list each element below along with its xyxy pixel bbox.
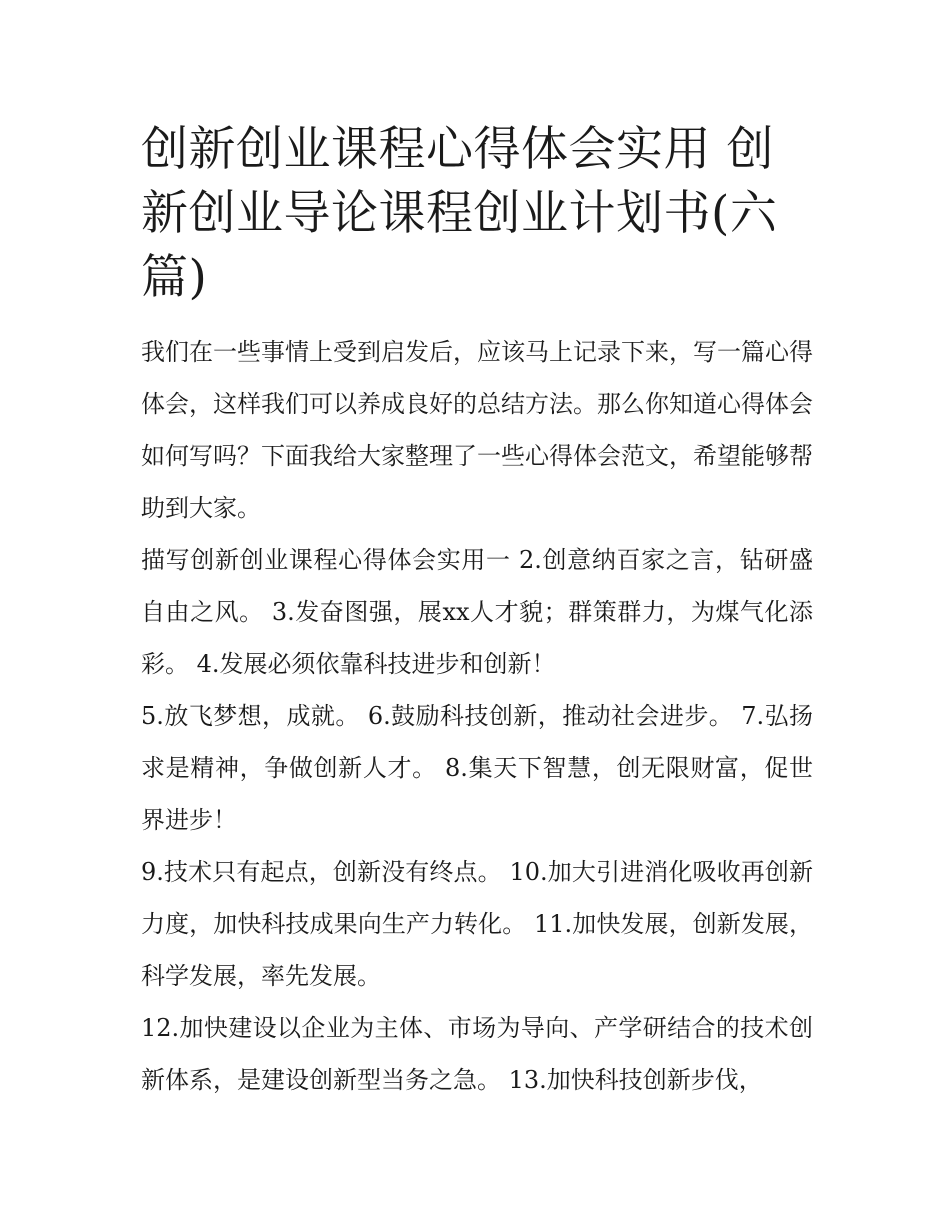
document-title: 创新创业课程心得体会实用 创新创业导论课程创业计划书(六篇) — [141, 122, 778, 305]
paragraph-slogans-2: 5.放飞梦想，成就。 6.鼓励科技创新，推动社会进步。 7.弘扬求是精神，争做创新人才。 8.集天下智慧，创无限财富，促世界进步！ — [141, 702, 813, 834]
paragraph-slogans-3: 9.技术只有起点，创新没有终点。 10.加大引进消化吸收再创新力度，加快科技成果向生产力转化。 11.加快发展，创新发展，科学发展，率先发展。 — [141, 858, 813, 990]
document-page — [141, 118, 813, 1106]
paragraph-intro: 我们在一些事情上受到启发后，应该马上记录下来，写一篇心得体会，这样我们可以养成良好的总结方法。那么你知道心得体会如何写吗？下面我给大家整理了一些心得体会范文，希望能够帮助到大家。 — [141, 338, 813, 522]
paragraph-slogans-4: 12.加快建设以企业为主体、市场为导向、产学研结合的技术创新体系，是建设创新型当务之急。 13.加快科技创新步伐， — [141, 1014, 813, 1094]
paragraph-slogans-1: 描写创新创业课程心得体会实用一 2.创意纳百家之言，钻研盛自由之风。 3.发奋图强，展xx人才貌；群策群力，为煤气化添彩。 4.发展必须依靠科技进步和创新！ — [141, 546, 813, 678]
